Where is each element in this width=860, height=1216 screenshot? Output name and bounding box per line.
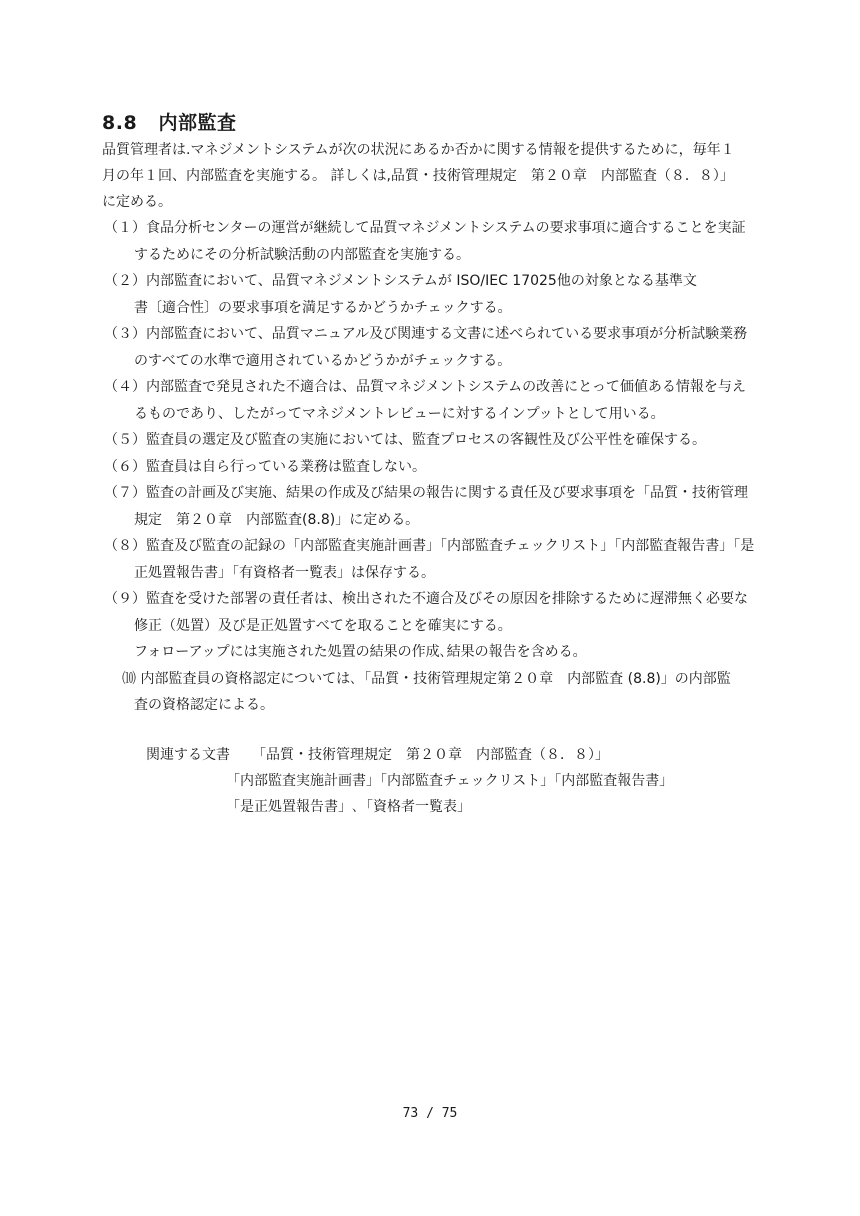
item-text: 監査員は自ら行っている業務は監査しない。 (146, 458, 426, 475)
list-item-2 (104, 268, 794, 321)
list-item-8 (104, 533, 794, 586)
section-title: 内部監査 (158, 112, 237, 134)
item-number: （８） (104, 538, 146, 554)
item-text: 監査及び監査の記録の「内部監査実施計画書」「内部監査チェックリスト」「内部監査報告書」「是 (146, 538, 755, 554)
item-text-cont: のすべての水準で適用されているかどうかがチェックする。 (134, 352, 512, 369)
list-item-5 (104, 427, 794, 454)
page-number: 73 / 75 (402, 1106, 458, 1121)
item-number: ⑽ (122, 670, 136, 687)
list-item-4 (104, 374, 794, 427)
item-text: 監査の計画及び実施、結果の作成及び結果の報告に関する責任及び要求事項を「品質・技術管理 (146, 485, 748, 501)
item-number: （３） (104, 326, 146, 342)
item-text-cont: 正処置報告書」「有資格者一覧表」は保存する。 (134, 564, 435, 581)
intro-line-3: に定める。 (102, 194, 172, 210)
item-number: （４） (104, 379, 146, 395)
list-item-10 (104, 666, 794, 719)
section-number: 8.8 (102, 112, 138, 134)
related-doc: 「是正処置報告書」､「資格者一覧表」 (226, 799, 471, 815)
item-text-cont: 規定 第２０章 内部監査(8.8)」に定める。 (134, 511, 420, 528)
item-number: （７） (104, 485, 146, 501)
item-number: （１） (104, 220, 146, 236)
item-text-cont: るものであり、したがってマネジメントレビューに対するインプットとして用いる。 (134, 405, 665, 422)
item-text-cont: 修正（処置）及び是正処置すべてを取ることを確実にする。 (134, 617, 512, 634)
item-text-cont: フォローアップには実施された処置の結果の作成､結果の報告を含める。 (134, 644, 587, 660)
intro-line-2: 月の年１回、内部監査を実施する。 詳しくは,品質・技術管理規定 第２０章 内部監査（８．８）」 (102, 168, 734, 184)
item-number: （６） (104, 458, 146, 475)
item-text: 食品分析センターの運営が継続して品質マネジメントシステムの要求事項に適合することを実証 (146, 220, 746, 236)
item-text: 内部監査において、品質マネジメントシステムが ISO/IEC 17025他の対象となる基準文 (146, 273, 697, 289)
item-number: （２） (104, 273, 146, 289)
list-item-9 (104, 586, 794, 666)
item-number: （９） (104, 591, 146, 607)
related-doc: 「品質・技術管理規定 第２０章 内部監査（８．８）」 (252, 747, 609, 763)
list-item-1 (104, 215, 794, 268)
item-text-cont: 査の資格認定による。 (134, 697, 274, 713)
intro-paragraph (102, 137, 782, 215)
section-heading (102, 108, 237, 135)
intro-line-1: 品質管理者は.マネジメントシステムが次の状況にあるか否かに関する情報を提供するために，毎年１ (102, 142, 735, 158)
item-list (104, 215, 794, 719)
related-doc: 「内部監査実施計画書」「内部監査チェックリスト」「内部監査報告書」 (226, 773, 674, 789)
item-text-cont: 書〔適合性〕の要求事項を満足するかどうかチェックする。 (134, 299, 512, 316)
related-label: 関連する文書 (146, 747, 230, 763)
item-text: 監査員の選定及び監査の実施においては、監査プロセスの客観性及び公平性を確保する。 (146, 432, 706, 448)
item-text: 監査を受けた部署の責任者は、検出された不適合及びその原因を排除するために遅滞無く必要な (146, 591, 748, 607)
item-number: （５） (104, 432, 146, 448)
list-item-7 (104, 480, 794, 533)
item-text: 内部監査において、品質マニュアル及び関連する文書に述べられている要求事項が分析試験業務 (146, 326, 748, 342)
item-text-cont: するためにその分析試験活動の内部監査を実施する。 (134, 246, 470, 263)
item-text: 内部監査で発見された不適合は、品質マネジメントシステムの改善にとって価値ある情報を与え (146, 379, 746, 395)
item-text: 内部監査員の資格認定については､「品質・技術管理規定第２０章 内部監査 (8.8)」の内部監 (140, 670, 731, 687)
related-documents (146, 742, 673, 820)
list-item-3 (104, 321, 794, 374)
list-item-6 (104, 454, 794, 481)
